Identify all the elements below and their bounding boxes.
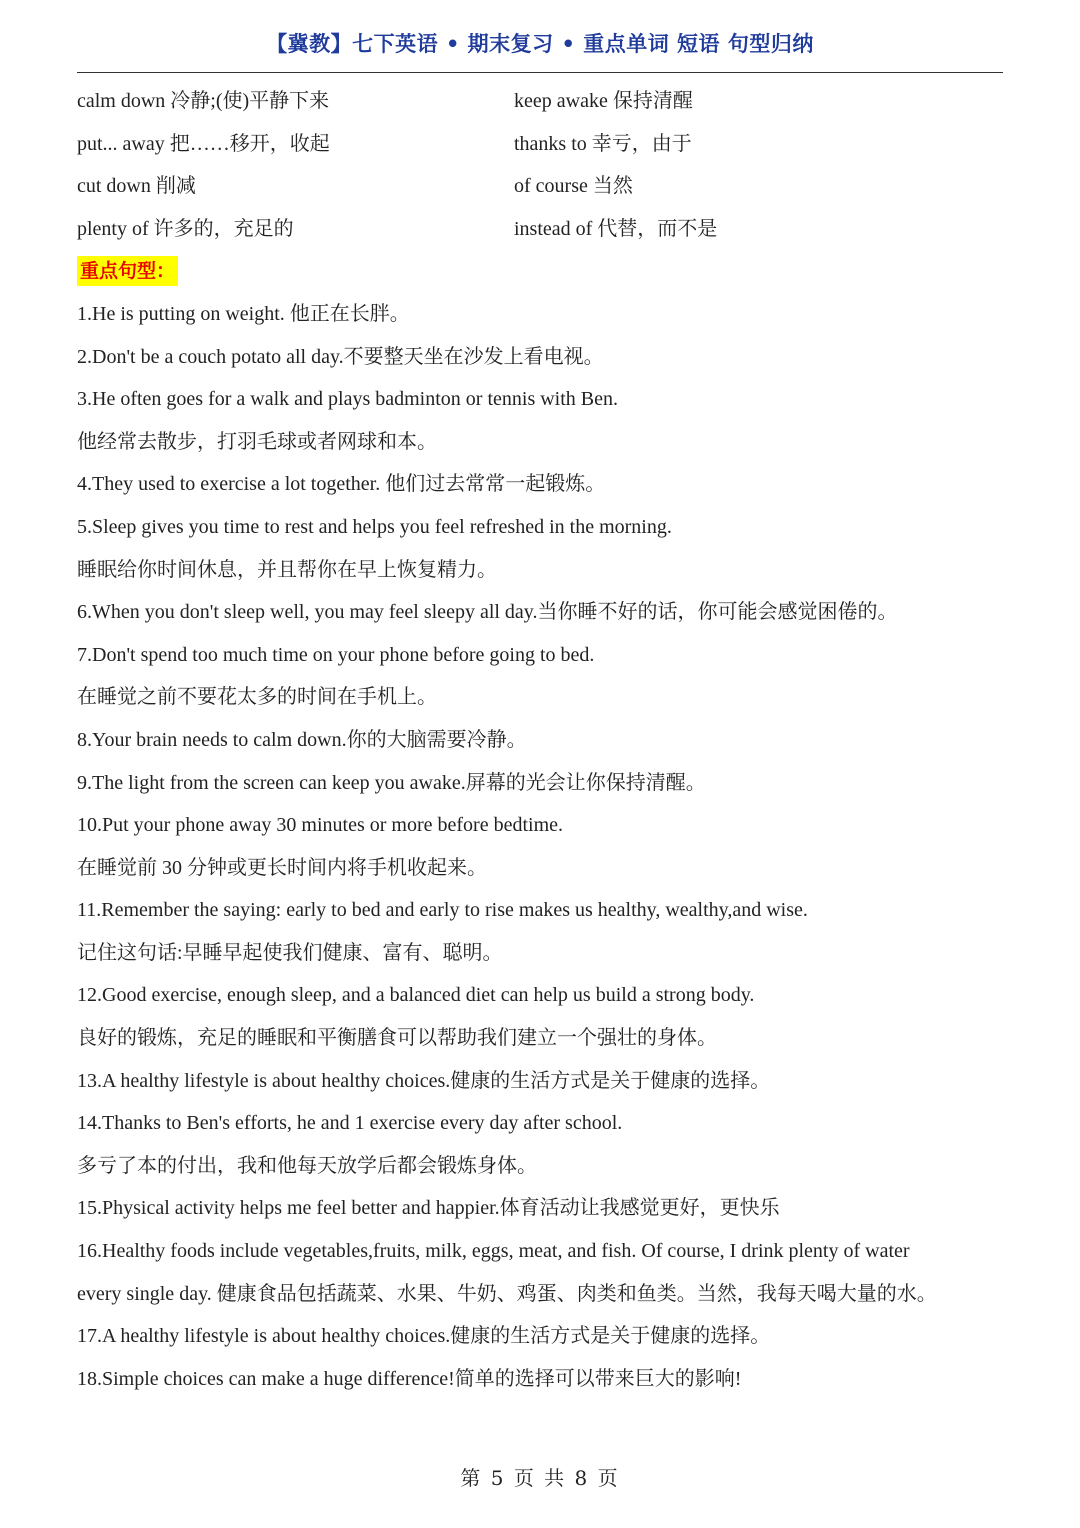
phrase-row [77, 123, 1017, 166]
section-heading-key-sentences: 重点句型： [77, 256, 178, 286]
sentence-line: 13.A healthy lifestyle is about healthy choices.健康的生活方式是关于健康的选择。 [77, 1069, 771, 1092]
sentence-translation: 多亏了本的付出，我和他每天放学后都会锻炼身体。 [77, 1154, 537, 1177]
sentence-line: 1.He is putting on weight. 他正在长胖。 [77, 302, 410, 325]
phrase-item: put... away 把……移开，收起 [77, 132, 330, 155]
phrase-row [77, 208, 1017, 251]
sentence-translation: 睡眠给你时间休息，并且帮你在早上恢复精力。 [77, 558, 497, 581]
header-divider [77, 72, 1003, 73]
phrase-item: keep awake 保持清醒 [514, 90, 693, 112]
sentence-translation: 良好的锻炼，充足的睡眠和平衡膳食可以帮助我们建立一个强壮的身体。 [77, 1027, 717, 1050]
sentence-line: 3.He often goes for a walk and plays badminton or tennis with Ben. [77, 388, 618, 411]
document-header-title: 【冀教】七下英语 • 期末复习 • 重点单词 短语 句型归纳 [266, 32, 814, 56]
sentence-line-continued: every single day. 健康食品包括蔬菜、水果、牛奶、鸡蛋、肉类和鱼类。当然，我每天喝大量的水。 [77, 1282, 937, 1305]
sentence-line: 12.Good exercise, enough sleep, and a balanced diet can help us build a strong body. [77, 984, 755, 1007]
sentence-line: 15.Physical activity helps me feel better and happier.体育活动让我感觉更好，更快乐 [77, 1197, 780, 1220]
sentence-line: 5.Sleep gives you time to rest and helps you feel refreshed in the morning. [77, 515, 672, 538]
sentence-line: 10.Put your phone away 30 minutes or more before bedtime. [77, 814, 563, 837]
sentence-translation: 他经常去散步，打羽毛球或者网球和本。 [77, 430, 437, 453]
phrase-item: thanks to 幸亏，由于 [514, 132, 692, 155]
sentence-translation: 在睡觉之前不要花太多的时间在手机上。 [77, 686, 437, 709]
phrase-item: instead of 代替，而不是 [514, 217, 718, 240]
phrase-item: plenty of 许多的，充足的 [77, 217, 294, 240]
sentence-line: 18.Simple choices can make a huge difference!简单的选择可以带来巨大的影响! [77, 1367, 742, 1390]
document-body [77, 80, 1017, 1400]
sentence-line: 6.When you don't sleep well, you may feel sleepy all day.当你睡不好的话，你可能会感觉困倦的。 [77, 601, 898, 624]
sentence-line: 7.Don't spend too much time on your phone before going to bed. [77, 643, 595, 666]
phrase-row [77, 165, 1017, 208]
sentence-line: 14.Thanks to Ben's efforts, he and 1 exercise every day after school. [77, 1112, 623, 1135]
sentence-translation: 在睡觉前 30 分钟或更长时间内将手机收起来。 [77, 856, 487, 879]
sentence-line: 16.Healthy foods include vegetables,fruits, milk, eggs, meat, and fish. Of course, I drink plenty of water [77, 1240, 910, 1263]
phrase-row [77, 80, 1017, 123]
sentence-line: 8.Your brain needs to calm down.你的大脑需要冷静。 [77, 728, 527, 751]
section-heading-row [77, 250, 1017, 293]
sentence-line: 2.Don't be a couch potato all day.不要整天坐在沙发上看电视。 [77, 345, 604, 368]
sentence-line: 11.Remember the saying: early to bed and early to rise makes us healthy, wealthy,and wise. [77, 899, 808, 922]
sentence-translation: 记住这句话:早睡早起使我们健康、富有、聪明。 [77, 941, 503, 964]
phrase-item: of course 当然 [514, 175, 633, 198]
sentence-line: 9.The light from the screen can keep you awake.屏幕的光会让你保持清醒。 [77, 771, 706, 794]
page-number-footer: 第 5 页 共 8 页 [460, 1466, 620, 1490]
phrase-item: calm down 冷静;(使)平静下来 [77, 90, 330, 112]
sentence-line: 4.They used to exercise a lot together. 他们过去常常一起锻炼。 [77, 473, 606, 496]
phrase-item: cut down 削减 [77, 175, 196, 198]
sentence-line: 17.A healthy lifestyle is about healthy choices.健康的生活方式是关于健康的选择。 [77, 1325, 771, 1348]
